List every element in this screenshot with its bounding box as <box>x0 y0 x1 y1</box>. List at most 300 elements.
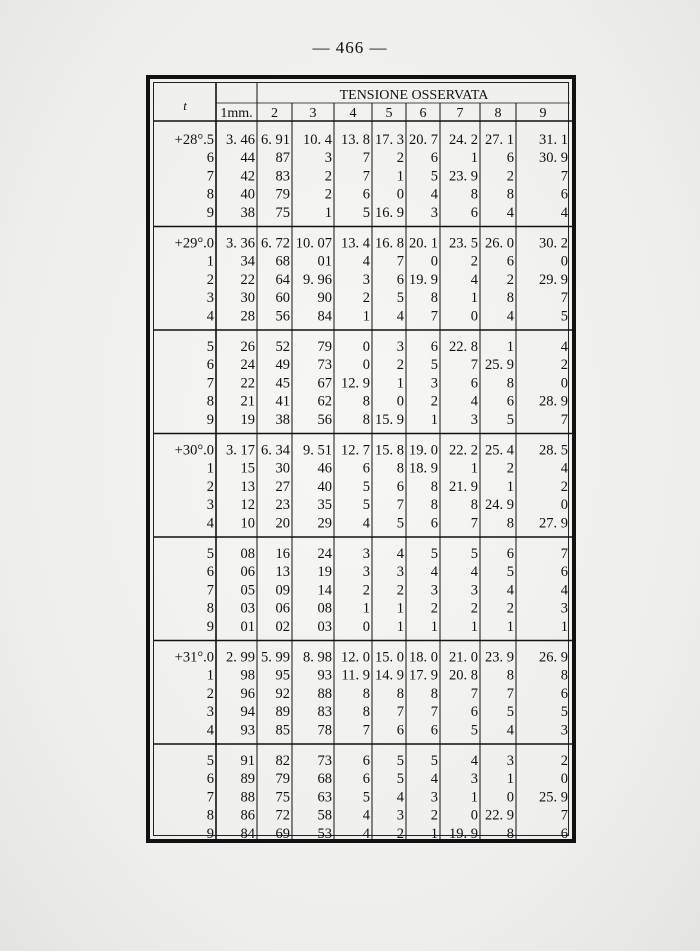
table-cell: 87 <box>275 150 290 167</box>
table-cell: 73 <box>317 357 332 374</box>
table-cell: 0 <box>560 253 568 270</box>
table-cell: 0 <box>470 807 478 824</box>
row-t-value: 7 <box>206 168 214 185</box>
table-cell: 83 <box>275 168 290 185</box>
table-cell: 4 <box>560 204 568 221</box>
table-cell: 11. 9 <box>341 667 370 684</box>
table-cell: 40 <box>317 478 332 495</box>
table-cell: 5 <box>396 515 404 532</box>
table-cell: 5 <box>362 204 370 221</box>
table-cell: 21. 0 <box>449 649 478 666</box>
table-cell: 18. 0 <box>409 649 438 666</box>
table-cell: 4 <box>506 722 514 739</box>
table-cell: 9. 51 <box>303 442 332 459</box>
table-cell: 90 <box>317 290 332 307</box>
row-t-value: 7 <box>206 789 214 806</box>
table-cell: 84 <box>240 825 255 842</box>
table-cell: 1 <box>396 618 404 635</box>
table-cell: 1 <box>506 771 514 788</box>
row-t-value: 9 <box>206 618 214 635</box>
table-cell: 7 <box>560 546 568 562</box>
table-cell: 85 <box>275 722 290 739</box>
table-cell: 44 <box>240 150 255 167</box>
table-cell: 8 <box>362 411 370 428</box>
table-cell: 6 <box>470 375 478 392</box>
table-cell: 3 <box>362 546 370 562</box>
table-cell: 0 <box>560 497 568 514</box>
table-cell: 8 <box>470 497 478 514</box>
table-cell: 75 <box>275 789 290 806</box>
table-cell: 8 <box>506 290 514 307</box>
table-cell: 2 <box>506 460 514 477</box>
table-cell: 3 <box>362 564 370 581</box>
table-cell: 22. 2 <box>449 442 478 459</box>
row-t-value: 9 <box>206 825 214 842</box>
table-cell: 02 <box>275 618 290 635</box>
table-cell: 3. 46 <box>226 132 255 148</box>
table-cell: 30 <box>240 290 255 307</box>
table-cell: 78 <box>317 722 332 739</box>
table-cell: 5 <box>362 478 370 495</box>
column-header: 4 <box>349 106 357 121</box>
table-cell: 45 <box>275 375 290 392</box>
table-cell: 20. 8 <box>449 667 478 684</box>
table-cell: 73 <box>317 753 332 769</box>
row-t-value: 3 <box>206 704 214 721</box>
row-t-value: 9 <box>206 204 214 221</box>
table-cell: 4 <box>362 807 370 824</box>
table-cell: 1 <box>506 478 514 495</box>
table-cell: 14. 9 <box>375 667 404 684</box>
table-cell: 60 <box>275 290 290 307</box>
table-cell: 05 <box>240 582 255 599</box>
table-cell: 8 <box>560 667 568 684</box>
table-cell: 0 <box>362 357 370 374</box>
table-grid <box>154 83 576 843</box>
table-cell: 6 <box>430 722 438 739</box>
table-cell: 7 <box>560 290 568 307</box>
table-cell: 7 <box>396 497 404 514</box>
table-cell: 10. 4 <box>303 132 332 148</box>
table-cell: 8 <box>506 186 514 203</box>
table-cell: 6 <box>560 685 568 702</box>
row-t-value: 3 <box>206 290 214 307</box>
table-cell: 23. 9 <box>485 649 514 666</box>
table-cell: 2 <box>506 271 514 288</box>
table-cell: 68 <box>275 253 290 270</box>
table-cell: 2 <box>470 253 478 270</box>
table-cell: 8 <box>506 825 514 842</box>
table-cell: 5. 99 <box>261 649 290 666</box>
row-t-value: 7 <box>206 375 214 392</box>
table-cell: 7 <box>430 704 438 721</box>
table-cell: 56 <box>317 411 332 428</box>
table-cell: 3. 36 <box>226 235 255 252</box>
table-cell: 4 <box>396 308 404 325</box>
table-cell: 19. 9 <box>449 825 478 842</box>
table-cell: 7 <box>470 685 478 702</box>
table-cell: 29. 9 <box>539 271 568 288</box>
table-cell: 30 <box>275 460 290 477</box>
table-cell: 3 <box>506 753 514 769</box>
table-cell: 96 <box>240 685 255 702</box>
table-cell: 88 <box>317 685 332 702</box>
table-cell: 8 <box>362 393 370 410</box>
table-cell: 72 <box>275 807 290 824</box>
table-cell: 98 <box>240 667 255 684</box>
table-cell: 16. 9 <box>375 204 404 221</box>
table-cell: 12. 7 <box>341 442 370 459</box>
table-cell: 38 <box>275 411 290 428</box>
table-cell: 6 <box>506 546 514 562</box>
table-cell: 79 <box>275 186 290 203</box>
table-cell: 3 <box>430 204 438 221</box>
row-t-value: 1 <box>206 667 214 684</box>
table-cell: 92 <box>275 685 290 702</box>
table-cell: 1 <box>362 308 370 325</box>
table-cell: 01 <box>240 618 255 635</box>
table-cell: 1 <box>430 618 438 635</box>
table-cell: 6 <box>506 150 514 167</box>
table-cell: 46 <box>317 460 332 477</box>
row-t-value: +30°.0 <box>174 442 214 459</box>
table-cell: 8 <box>430 478 438 495</box>
table-cell: 8 <box>430 685 438 702</box>
table-cell: 8 <box>470 186 478 203</box>
table-cell: 08 <box>317 600 332 617</box>
table-cell: 1 <box>560 618 568 635</box>
row-t-value: 6 <box>206 564 214 581</box>
table-cell: 19. 9 <box>409 271 438 288</box>
table-cell: 24. 9 <box>485 497 514 514</box>
table-cell: 6. 34 <box>261 442 290 459</box>
table-cell: 2 <box>362 290 370 307</box>
table-cell: 6. 91 <box>261 132 290 148</box>
table-cell: 2 <box>396 825 404 842</box>
table-cell: 13 <box>275 564 290 581</box>
table-cell: 4 <box>560 460 568 477</box>
table-cell: 4 <box>470 564 478 581</box>
table-cell: 49 <box>275 357 290 374</box>
table-cell: 6 <box>362 186 370 203</box>
table-cell: 2 <box>430 807 438 824</box>
table-cell: 20. 1 <box>409 235 438 252</box>
table-cell: 4 <box>430 771 438 788</box>
table-cell: 18. 9 <box>409 460 438 477</box>
table-cell: 83 <box>317 704 332 721</box>
table-cell: 82 <box>275 753 290 769</box>
table-cell: 28. 9 <box>539 393 568 410</box>
table-cell: 5 <box>396 753 404 769</box>
table-cell: 03 <box>240 600 255 617</box>
table-cell: 3 <box>362 271 370 288</box>
row-t-value: 8 <box>206 600 214 617</box>
table-cell: 23 <box>275 497 290 514</box>
row-t-value: 8 <box>206 807 214 824</box>
table-cell: 3 <box>430 789 438 806</box>
table-cell: 64 <box>275 271 290 288</box>
table-cell: 7 <box>470 357 478 374</box>
table-cell: 9. 96 <box>303 271 332 288</box>
table-cell: 14 <box>317 582 332 599</box>
table-cell: 89 <box>275 704 290 721</box>
table-title: TENSIONE OSSERVATA <box>339 88 489 103</box>
table-cell: 2 <box>324 168 332 185</box>
table-cell: 28 <box>240 308 255 325</box>
table-cell: 8. 98 <box>303 649 332 666</box>
table-cell: 2 <box>506 168 514 185</box>
table-cell: 5 <box>430 753 438 769</box>
table-cell: 1 <box>470 618 478 635</box>
column-header: 1mm. <box>220 106 253 121</box>
table-cell: 22 <box>240 271 255 288</box>
table-cell: 25. 9 <box>539 789 568 806</box>
table-cell: 4 <box>430 564 438 581</box>
row-t-value: 4 <box>206 722 214 739</box>
table-cell: 2 <box>362 582 370 599</box>
table-cell: 5 <box>430 357 438 374</box>
table-cell: 6 <box>396 271 404 288</box>
table-cell: 3. 17 <box>226 442 255 459</box>
table-cell: 7 <box>362 150 370 167</box>
page-number: — 466 — <box>312 38 388 57</box>
table-cell: 4 <box>560 582 568 599</box>
table-cell: 4 <box>506 582 514 599</box>
table-cell: 6 <box>560 186 568 203</box>
table-cell: 6 <box>362 460 370 477</box>
table-cell: 06 <box>240 564 255 581</box>
table-cell: 1 <box>362 600 370 617</box>
row-t-value: 8 <box>206 393 214 410</box>
table-cell: 01 <box>317 253 332 270</box>
table-cell: 6 <box>430 339 438 355</box>
table-cell: 79 <box>275 771 290 788</box>
table-cell: 3 <box>396 807 404 824</box>
table-cell: 4 <box>470 393 478 410</box>
table-cell: 10. 07 <box>295 235 332 252</box>
row-t-value: 5 <box>206 753 214 769</box>
table-cell: 20 <box>275 515 290 532</box>
table-cell: 7 <box>362 168 370 185</box>
table-cell: 08 <box>240 546 255 562</box>
table-cell: 2 <box>396 150 404 167</box>
table-cell: 7 <box>470 515 478 532</box>
table-cell: 6 <box>560 564 568 581</box>
table-cell: 5 <box>430 168 438 185</box>
table-cell: 26. 0 <box>485 235 514 252</box>
table-cell: 0 <box>560 375 568 392</box>
table-cell: 5 <box>396 290 404 307</box>
table-cell: 31. 1 <box>539 132 568 148</box>
table-cell: 0 <box>506 789 514 806</box>
table-cell: 19 <box>240 411 255 428</box>
table-cell: 8 <box>396 685 404 702</box>
table-cell: 3 <box>470 411 478 428</box>
table-cell: 1 <box>470 789 478 806</box>
table-cell: 29 <box>317 515 332 532</box>
table-cell: 1 <box>470 150 478 167</box>
table-cell: 4 <box>506 308 514 325</box>
table-cell: 6. 72 <box>261 235 290 252</box>
row-t-value: 4 <box>206 308 214 325</box>
row-t-value: 1 <box>206 460 214 477</box>
row-t-value: 6 <box>206 357 214 374</box>
table-cell: 12. 0 <box>341 649 370 666</box>
table-cell: 1 <box>430 825 438 842</box>
column-header: 8 <box>494 106 502 121</box>
table-cell: 3 <box>560 722 568 739</box>
table-cell: 52 <box>275 339 290 355</box>
table-cell: 4 <box>560 339 568 355</box>
row-t-value: 1 <box>206 253 214 270</box>
table-cell: 16 <box>275 546 290 562</box>
table-cell: 1 <box>470 460 478 477</box>
table-cell: 3 <box>560 600 568 617</box>
table-cell: 38 <box>240 204 255 221</box>
table-cell: 6 <box>430 150 438 167</box>
row-t-value: +28°.5 <box>174 132 214 148</box>
table-cell: 26. 9 <box>539 649 568 666</box>
table-cell: 8 <box>396 460 404 477</box>
table-cell: 5 <box>470 546 478 562</box>
table-cell: 6 <box>470 704 478 721</box>
table-cell: 53 <box>317 825 332 842</box>
table-cell: 1 <box>396 168 404 185</box>
table-cell: 4 <box>430 186 438 203</box>
table-cell: 2 <box>560 478 568 495</box>
table-cell: 5 <box>506 564 514 581</box>
table-cell: 6 <box>430 515 438 532</box>
table-cell: 0 <box>362 618 370 635</box>
table-cell: 5 <box>470 722 478 739</box>
table-cell: 12 <box>240 497 255 514</box>
table-inner-border <box>153 82 569 842</box>
table-cell: 6 <box>506 393 514 410</box>
table-cell: 4 <box>396 546 404 562</box>
row-t-value: 7 <box>206 582 214 599</box>
table-cell: 8 <box>362 685 370 702</box>
table-cell: 13. 8 <box>341 132 370 148</box>
row-t-value: 5 <box>206 339 214 355</box>
table-cell: 3 <box>324 150 332 167</box>
table-cell: 24 <box>240 357 255 374</box>
row-t-value: 8 <box>206 186 214 203</box>
table-cell: 30. 9 <box>539 150 568 167</box>
table-cell: 15. 0 <box>375 649 404 666</box>
table-cell: 3 <box>470 771 478 788</box>
table-cell: 68 <box>317 771 332 788</box>
table-cell: 35 <box>317 497 332 514</box>
table-cell: 93 <box>240 722 255 739</box>
row-t-value: 2 <box>206 478 214 495</box>
table-cell: 41 <box>275 393 290 410</box>
table-cell: 7 <box>396 704 404 721</box>
table-cell: 93 <box>317 667 332 684</box>
table-cell: 42 <box>240 168 255 185</box>
table-cell: 25. 4 <box>485 442 514 459</box>
table-cell: 8 <box>362 704 370 721</box>
table-cell: 1 <box>506 618 514 635</box>
data-table <box>146 75 576 843</box>
table-cell: 23. 9 <box>449 168 478 185</box>
table-cell: 1 <box>430 411 438 428</box>
table-cell: 24. 2 <box>449 132 478 148</box>
row-t-value: 4 <box>206 515 214 532</box>
table-cell: 8 <box>430 497 438 514</box>
table-cell: 13. 4 <box>341 235 370 252</box>
table-cell: 21. 9 <box>449 478 478 495</box>
column-header: 9 <box>539 106 547 121</box>
table-cell: 0 <box>470 308 478 325</box>
row-t-value: 5 <box>206 546 214 562</box>
table-cell: 30. 2 <box>539 235 568 252</box>
column-header: 7 <box>456 106 464 121</box>
table-cell: 8 <box>506 667 514 684</box>
table-cell: 0 <box>430 253 438 270</box>
table-cell: 2 <box>560 753 568 769</box>
table-cell: 4 <box>470 271 478 288</box>
table-cell: 7 <box>430 308 438 325</box>
table-cell: 10 <box>240 515 255 532</box>
table-cell: 0 <box>560 771 568 788</box>
table-cell: 95 <box>275 667 290 684</box>
table-cell: 5 <box>362 789 370 806</box>
table-cell: 22. 9 <box>485 807 514 824</box>
table-cell: 06 <box>275 600 290 617</box>
table-cell: 5 <box>506 411 514 428</box>
table-cell: 7 <box>506 685 514 702</box>
table-cell: 17. 3 <box>375 132 404 148</box>
table-cell: 56 <box>275 308 290 325</box>
table-cell: 2 <box>506 600 514 617</box>
table-cell: 2 <box>560 357 568 374</box>
table-cell: 7 <box>560 411 568 428</box>
table-cell: 4 <box>396 789 404 806</box>
row-t-value: +29°.0 <box>174 235 214 252</box>
table-cell: 25. 9 <box>485 357 514 374</box>
table-cell: 0 <box>396 393 404 410</box>
row-t-value: 6 <box>206 771 214 788</box>
row-t-value: 6 <box>206 150 214 167</box>
table-cell: 69 <box>275 825 290 842</box>
table-cell: 3 <box>470 582 478 599</box>
table-cell: 88 <box>240 789 255 806</box>
table-cell: 34 <box>240 253 255 270</box>
table-cell: 21 <box>240 393 255 410</box>
table-cell: 2 <box>396 582 404 599</box>
table-cell: 1 <box>396 375 404 392</box>
table-cell: 79 <box>317 339 332 355</box>
table-cell: 84 <box>317 308 332 325</box>
table-cell: 58 <box>317 807 332 824</box>
table-cell: 2 <box>396 357 404 374</box>
table-cell: 16. 8 <box>375 235 404 252</box>
table-cell: 67 <box>317 375 332 392</box>
table-cell: 15. 9 <box>375 411 404 428</box>
row-t-value: 2 <box>206 685 214 702</box>
table-cell: 5 <box>362 497 370 514</box>
table-cell: 0 <box>396 186 404 203</box>
table-cell: 94 <box>240 704 255 721</box>
table-cell: 6 <box>362 753 370 769</box>
table-cell: 6 <box>362 771 370 788</box>
table-cell: 17. 9 <box>409 667 438 684</box>
table-cell: 7 <box>560 807 568 824</box>
table-cell: 2. 99 <box>226 649 255 666</box>
row-t-value: 3 <box>206 497 214 514</box>
table-cell: 6 <box>396 478 404 495</box>
table-cell: 15 <box>240 460 255 477</box>
